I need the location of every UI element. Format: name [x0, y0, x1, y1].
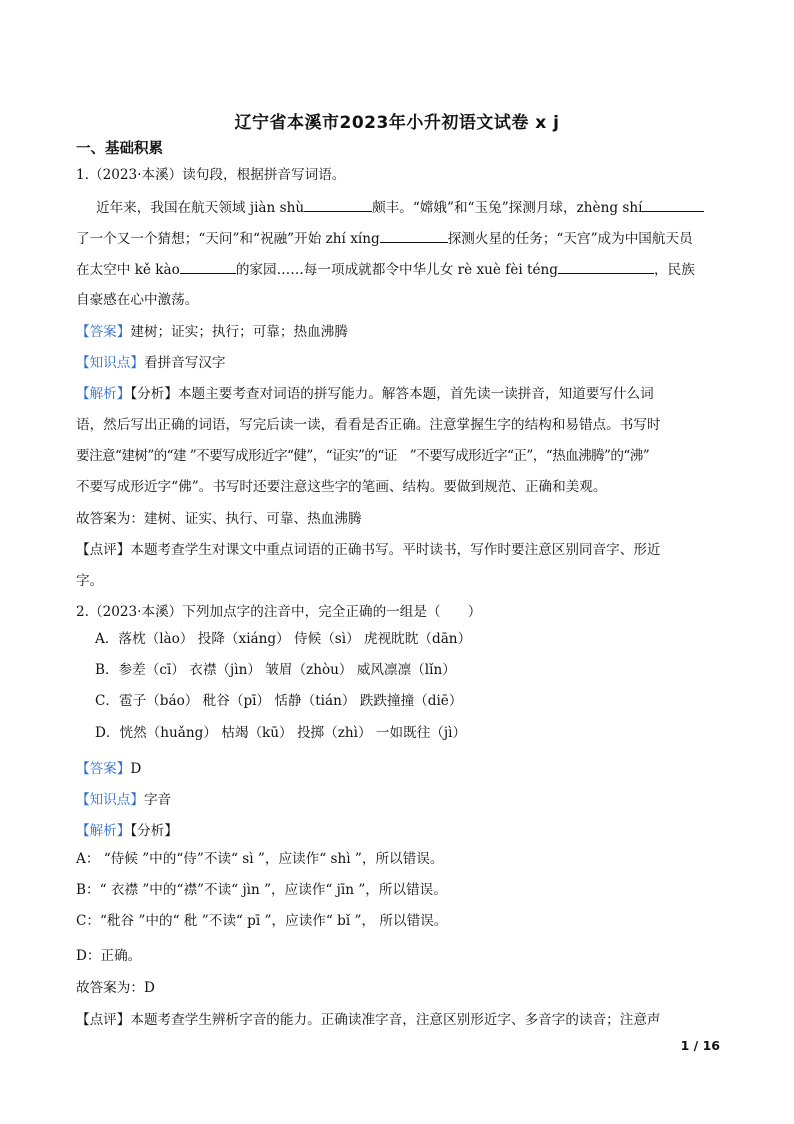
answer-blank[interactable] [304, 197, 372, 212]
q2-knowledge-point: 【知识点】字音 [76, 792, 172, 808]
q2-final-answer: 故答案为：D [76, 980, 155, 996]
q1-analysis-line-2: 语，然后写出正确的词语，写完后读一读，看看是否正确。注意掌握生字的结构和易错点。书写时 [76, 417, 661, 433]
q2-option-a[interactable]: A．落枕（lào） 投降（xiáng） 侍候（sì） 虎视眈眈（dān） [95, 631, 472, 647]
q2-option-d[interactable]: D．恍然（huǎng） 枯竭（kū） 投掷（zhì） 一如既往（jì） [95, 725, 467, 741]
q2-stem: 2.（2023·本溪）下列加点字的注音中，完全正确的一组是（ ） [76, 604, 482, 620]
answer-blank[interactable] [642, 197, 704, 212]
q2-analysis-a: A： “侍候 ”中的“侍”不读“ sì ”，应读作“ shì ”，所以错误。 [76, 851, 444, 867]
exam-title: 辽宁省本溪市2023年小升初语文试卷 x j [234, 113, 560, 133]
q1-passage-line-1: 近年来，我国在航天领域 jiàn shù 颇丰。“嫦娥”和“玉兔”探测月球，zhèng shí [96, 197, 704, 218]
q2-option-b[interactable]: B．参差（cī） 衣襟（jìn） 皱眉（zhòu） 威风凛凛（lǐn） [95, 662, 456, 678]
q2-answer: 【答案】D [76, 761, 142, 777]
q1-analysis-line-3: 要注意“建树”的“建 ”不要写成形近字“健”，“证实”的“证 ”不要写成形近字“正”，“热血沸腾”的“沸” [76, 448, 650, 464]
page-number: 1 / 16 [680, 1038, 720, 1053]
q1-analysis-line-4: 不要写成形近字“佛”。书写时还要注意这些字的笔画、结构。要做到规范、正确和美观。 [76, 479, 607, 495]
q1-passage-line-3: 在太空中 kě kào 的家园……每一项成就都令中华儿女 rè xuè fèi téng ，民族 [76, 259, 695, 280]
q2-analysis-head: 【解析】【分析】 [76, 823, 178, 839]
answer-tag: 【答案】 [76, 324, 131, 340]
answer-blank[interactable] [380, 228, 448, 243]
q1-passage-line-4: 自豪感在心中激荡。 [76, 292, 199, 308]
answer-tag: 【答案】 [76, 761, 131, 777]
answer-blank[interactable] [180, 259, 236, 274]
section-heading: 一、基础积累 [76, 141, 163, 157]
q1-stem: 1.（2023·本溪）读句段，根据拼音写词语。 [76, 167, 346, 183]
knowledge-tag: 【知识点】 [76, 792, 144, 808]
q1-answer: 【答案】建树；证实；执行；可靠；热血沸腾 [76, 324, 348, 340]
q1-knowledge-point: 【知识点】看拼音写汉字 [76, 355, 226, 371]
q2-option-c[interactable]: C．雹子（báo） 秕谷（pī） 恬静（tián） 跌跌撞撞（diē） [95, 693, 463, 709]
q1-comment-line-2: 字。 [76, 573, 104, 589]
q2-analysis-c: C：“秕谷 ”中的“ 秕 ”不读“ pī ”，应读作“ bǐ ”， 所以错误。 [76, 913, 448, 929]
q1-passage-line-2: 了一个又一个猜想；“天问”和“祝融”开始 zhí xíng 探测火星的任务；“天宫”成为中国航天员 [76, 228, 693, 249]
answer-blank[interactable] [558, 259, 654, 274]
q1-comment-line-1: 【点评】本题考查学生对课文中重点词语的正确书写。平时读书，写作时要注意区别同音字、形近 [76, 542, 661, 558]
q2-comment: 【点评】本题考查学生辨析字音的能力。正确读准字音，注意区别形近字、多音字的读音；注意声 [76, 1012, 661, 1028]
knowledge-tag: 【知识点】 [76, 355, 144, 371]
analysis-tag: 【解析】 [76, 386, 131, 402]
q1-analysis-line-1: 【解析】【分析】本题主要考查对词语的拼写能力。解答本题，首先读一读拼音，知道要写什么词 [76, 386, 654, 402]
q2-analysis-b: B：“ 衣襟 ”中的“襟”不读“ jìn ”，应读作“ jīn ”，所以错误。 [76, 882, 447, 898]
q1-final-answer: 故答案为：建树、证实、执行、可靠、热血沸腾 [76, 511, 362, 527]
q2-analysis-d: D：正确。 [76, 948, 142, 964]
analysis-tag: 【解析】 [76, 823, 131, 839]
